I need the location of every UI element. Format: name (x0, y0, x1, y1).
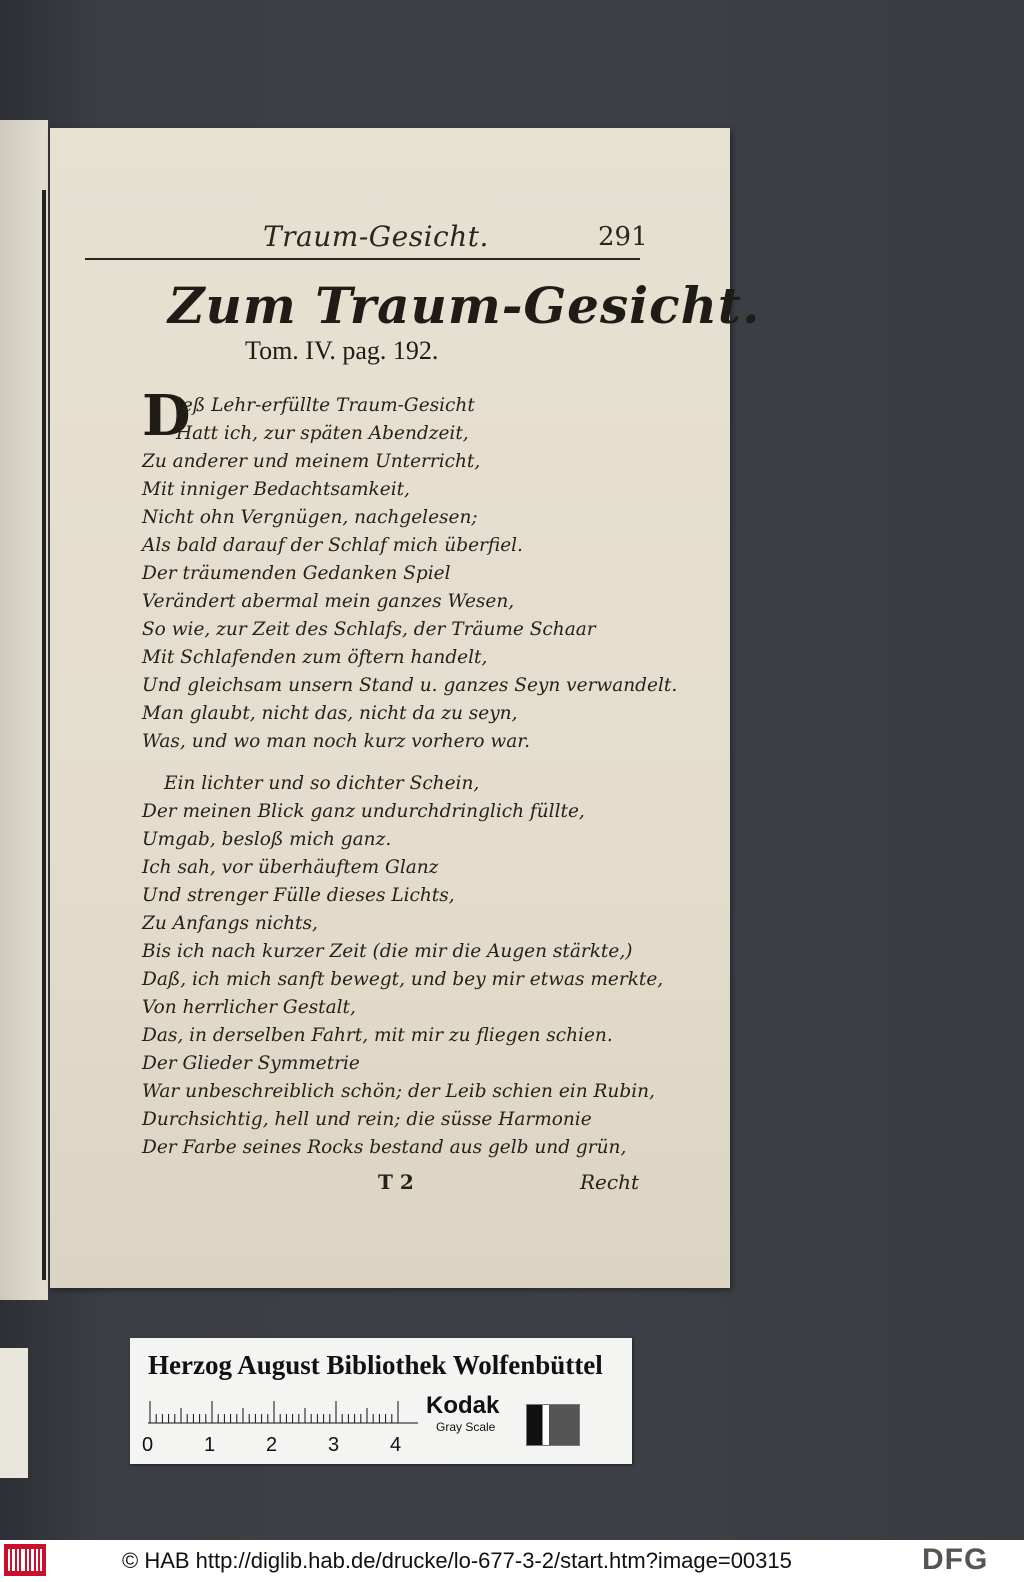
color-target-card (130, 1338, 632, 1464)
verse-line: Und gleichsam unsern Stand u. ganzes Seyn verwandelt. (142, 675, 678, 696)
verse-line: Zu Anfangs nichts, (142, 913, 318, 934)
verse-line: Was, und wo man noch kurz vorhero war. (142, 731, 530, 752)
verse-line: War unbeschreiblich schön; der Leib schien ein Rubin, (142, 1081, 655, 1102)
verse-line: Von herrlicher Gestalt, (142, 997, 356, 1018)
drop-cap: D (142, 383, 191, 449)
verse-line: Durchsichtig, hell und rein; die süsse Harmonie (142, 1109, 592, 1130)
ruler-number: 2 (266, 1434, 278, 1456)
side-label-card (0, 1348, 28, 1478)
verse-line: Der träumenden Gedanken Spiel (142, 563, 451, 584)
verse-line: Und strenger Fülle dieses Lichts, (142, 885, 455, 906)
verse-line: Ich sah, vor überhäuftem Glanz (142, 857, 439, 878)
header-rule (85, 258, 640, 260)
binding-edge (42, 190, 46, 1280)
verse-line: Zu anderer und meinem Unterricht, (142, 451, 481, 472)
verse-line: Der Farbe seines Rocks bestand aus gelb und grün, (142, 1137, 627, 1158)
gray-scale-label: Gray Scale (436, 1420, 496, 1434)
adjacent-page-edge (0, 120, 48, 1300)
ruler-number: 0 (142, 1434, 154, 1456)
verse-line: Ein lichter und so dichter Schein, (164, 773, 480, 794)
running-head: Traum-Gesicht. (263, 220, 489, 253)
dfg-logo: DFG (922, 1543, 989, 1576)
stanza-break (142, 756, 642, 770)
page-number: 291 (598, 222, 648, 252)
verse-line: Umgab, besloß mich ganz. (142, 829, 392, 850)
source-url[interactable]: © HAB http://diglib.hab.de/drucke/lo-677-3-2/start.htm?image=00315 (122, 1548, 792, 1573)
gray-scale-patch (526, 1404, 580, 1446)
verse-line: Hatt ich, zur späten Abendzeit, (176, 423, 469, 444)
ruler-number: 3 (328, 1434, 340, 1456)
ruler-number: 4 (390, 1434, 402, 1456)
poem-text (142, 392, 678, 1162)
ruler-numbers (142, 1434, 432, 1458)
verse-line: Verändert abermal mein ganzes Wesen, (142, 591, 515, 612)
verse-line: Der meinen Blick ganz undurchdringlich füllte, (142, 801, 585, 822)
viewer-footer (0, 1540, 1024, 1582)
verse-line: Bis ich nach kurzer Zeit (die mir die Augen stärkte,) (142, 941, 633, 962)
verse-line: Daß, ich mich sanft bewegt, und bey mir etwas merkte, (142, 969, 664, 990)
ruler-number: 1 (204, 1434, 216, 1456)
verse-line: Mit inniger Bedachtsamkeit, (142, 479, 410, 500)
verse-line: Der Glieder Symmetrie (142, 1053, 360, 1074)
catchword: Recht (580, 1170, 640, 1194)
verse-line: Das, in derselben Fahrt, mit mir zu fliegen schien. (142, 1025, 613, 1046)
verse-line: ieß Lehr-erfüllte Traum-Gesicht (176, 395, 475, 416)
poem-title: Zum Traum-Gesicht. (168, 276, 761, 335)
verse-line: So wie, zur Zeit des Schlafs, der Träume Schaar (142, 619, 596, 640)
signature-mark: T 2 (378, 1170, 414, 1194)
verse-line: Man glaubt, nicht das, nicht da zu seyn, (142, 703, 518, 724)
institution-name: Herzog August Bibliothek Wolfenbüttel (148, 1350, 603, 1380)
verse-line: Als bald darauf der Schlaf mich überfiel. (142, 535, 523, 556)
verse-line: Nicht ohn Vergnügen, nachgelesen; (142, 507, 478, 528)
kodak-logo: Kodak (426, 1392, 500, 1419)
ruler-scale (148, 1400, 418, 1424)
poem-reference: Tom. IV. pag. 192. (245, 336, 439, 365)
verse-line: Mit Schlafenden zum öftern handelt, (142, 647, 488, 668)
barcode-icon (4, 1544, 46, 1576)
